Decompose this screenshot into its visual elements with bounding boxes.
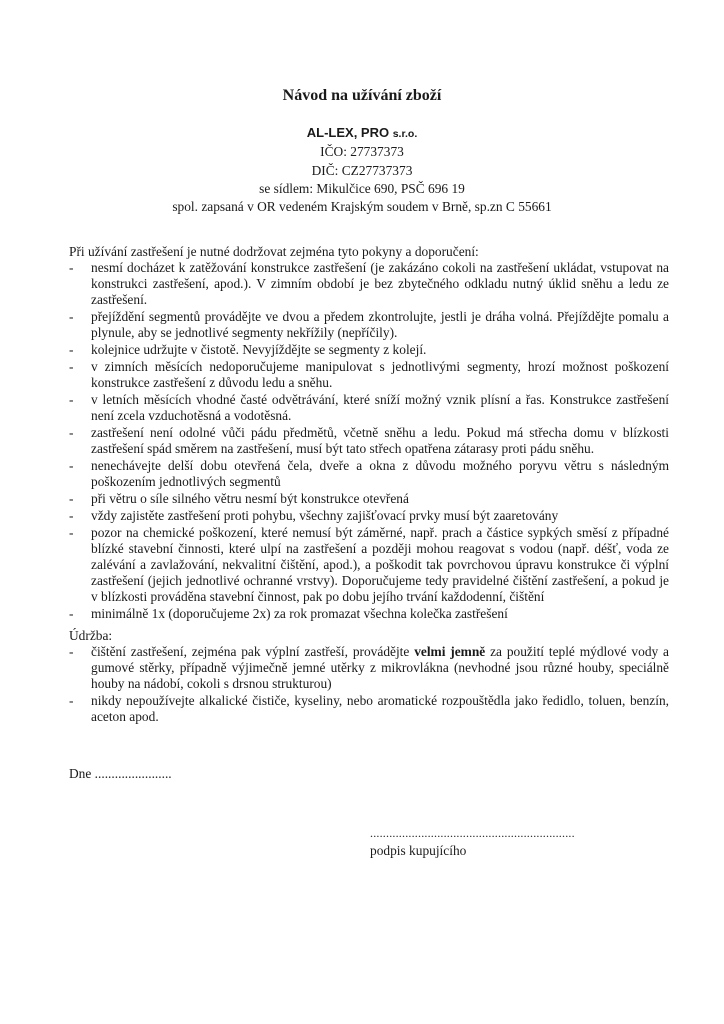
company-name-line — [0, 124, 724, 143]
company-dic: DIČ: CZ27737373 — [311, 162, 413, 178]
list-item: - zastřešení není odolné vůči pádu předmětů, včetně sněhu a ledu. Pokud má střecha domu v blízkosti zastřešení spád směrem na zastřešení, musí být tato střech opatřena zátarasy proti pádu sněhu. — [69, 425, 669, 456]
usage-instructions-list — [69, 260, 669, 623]
company-seat: se sídlem: Mikulčice 690, PSČ 696 19 — [259, 180, 465, 196]
list-item: - nikdy nepoužívejte alkalické čističe, kyseliny, nebo aromatické rozpouštědla jako ředidlo, toluen, benzín, aceton apod. — [69, 693, 669, 724]
list-item: - přejíždění segmentů provádějte ve dvou a předem zkontrolujte, jestli je dráha volná. Přejíždějte pomalu a plynule, aby se jednotlivé segmenty nekřížily (nepříčily). — [69, 309, 669, 340]
list-item: - kolejnice udržujte v čistotě. Nevyjíždějte se segmenty z kolejí. — [69, 342, 427, 357]
list-item: - pozor na chemické poškození, které nemusí být záměrné, např. prach a částice sypkých směsí z případné blízké stavební činnosti, které ulpí na zastřešení a později mohou reagovat s vodou (např. déšť, voda ze zalévání a zavlažování, nekvalitní čištění, apod.), a poškodit tak povrchovou úpravu konstrukce či výplní zastřešení (jejich jednotlivé ochranné vrstvy). Doporučujeme tedy pravidelné čištění zastřešení, a pokud je v blízkosti prováděna stavební činnost, pak po dobu jejího trvání každodenní, čištění — [69, 525, 669, 604]
signature-line: ................................................................ — [370, 826, 575, 840]
list-item: - čištění zastřešení, zejména pak výplní zastřeší, provádějte velmi jemně za použití teplé mýdlové vody a gumové stěrky, případně výjimečně jemné utěrky z mikrovlákna (nevhodné jsou různé houby, speciálně houby na nádobí, cokoli s drsnou strukturou) — [69, 644, 669, 691]
list-item: - vždy zajistěte zastřešení proti pohybu, všechny zajišťovací prvky musí být zaaretovány — [69, 508, 559, 523]
company-name: AL-LEX, PRO s.r.o. — [306, 125, 418, 140]
signature-label: podpis kupujícího — [370, 843, 467, 858]
list-item: - nenechávejte delší dobu otevřená čela, dveře a okna z důvodu možného poryvu větru s následným poškozením jednotlivých segmentů — [69, 458, 669, 489]
list-item: - nesmí docházet k zatěžování konstrukce zastřešení (je zakázáno cokoli na zastřešení ukládat, vstupovat na konstrukci zastřešení, apod.). V zimním období je bez zbytečného odkladu nutný úklid sněhu a ledu ze zastřešení. — [69, 260, 669, 307]
date-field: Dne ....................... — [69, 766, 172, 781]
list-item: - při větru o síle silného větru nesmí být konstrukce otevřená — [69, 491, 409, 506]
usage-intro: Při užívání zastřešení je nutné dodržovat zejména tyto pokyny a doporučení: — [69, 244, 479, 259]
list-item: - v zimních měsících nedoporučujeme manipulovat s jednotlivými segmenty, hrozí možnost poškození konstrukce zastřešení z důvodu ledu a sněhu. — [69, 359, 669, 390]
emphasis-text: velmi jemně — [414, 644, 486, 659]
company-registry: spol. zapsaná v OR vedeném Krajským soudem v Brně, sp.zn C 55661 — [172, 199, 552, 215]
list-item: - v letních měsících vhodné časté odvětrávání, které sníží možný vznik plísní a řas. Konstrukce zastřešení není zcela vzduchotěsná a vodotěsná. — [69, 392, 669, 423]
document-title: Návod na užívání zboží — [282, 87, 442, 104]
list-item: - minimálně 1x (doporučujeme 2x) za rok promazat všechna kolečka zastřešení — [69, 606, 508, 621]
company-ico: IČO: 27737373 — [320, 144, 404, 160]
company-header — [0, 124, 724, 216]
maintenance-list — [69, 644, 669, 726]
maintenance-heading: Údržba: — [69, 628, 113, 643]
